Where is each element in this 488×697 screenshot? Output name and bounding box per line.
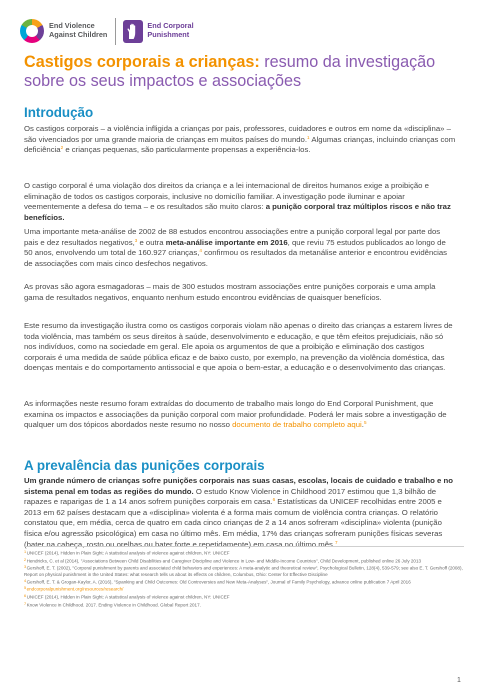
intro-paragraph-2 bbox=[24, 181, 456, 223]
footnote-item bbox=[24, 601, 464, 609]
footnote-number: 3 bbox=[24, 565, 27, 570]
footnote-item bbox=[24, 578, 464, 586]
logo-divider bbox=[115, 18, 116, 45]
intro-paragraph-4: As provas são agora esmagadoras – mais de 300 estudos mostram associações entre punições corporais e uma ampla gama de resultados negativos, enquanto nenhum estudo encontrou evidências de quaisquer benefícios. bbox=[24, 282, 436, 302]
intro-p2-text: O castigo corporal é uma violação dos direitos da criança e a lei internacional de direitos humanos exige a proibição e eliminação de todos os castigos corporais, inclusive no domicílio familiar. A investigação pode iluminar e apoiar veementemente a defesa do tema – e os resultados são muito claros: bbox=[24, 181, 429, 212]
footnote-item bbox=[24, 585, 464, 593]
footnote-number: 1 bbox=[24, 550, 27, 554]
footnote-ref-1[interactable]: 1 bbox=[307, 134, 310, 140]
prevalence-bold: Um grande número de crianças sofre punições corporais nas suas casas, escolas, locais de cuidado e trabalho e no sistema penal em todas as regiões do mundo. bbox=[24, 476, 453, 496]
footnotes-divider bbox=[24, 546, 464, 547]
footnote-item bbox=[24, 564, 464, 578]
footnote-number: 4 bbox=[24, 578, 27, 583]
footnote-number: 5 bbox=[24, 586, 27, 591]
end-violence-logo-text bbox=[49, 22, 107, 39]
section-heading-prevalencia: A prevalência das punições corporais bbox=[24, 458, 265, 473]
intro-paragraph-5: Este resumo da investigação ilustra como os castigos corporais violam não apenas o direito das crianças a estarem livres de toda violência, mas também os seus direitos à saúde, desenvolvimento e educação, e que têm efeitos prejudiciais, não só nos indivíduos, como na sociedade em geral. Ele apoia os argumentos de que a proibição e eliminação dos castigos corporais é uma medida de saúde pública eficaz e de baixo custo, por exemplo, na prevenção da violência doméstica, das doenças mentais e do comportamento antissocial e que apoia o bem-estar, a educação e o desenvolvimento das crianças. bbox=[24, 321, 453, 373]
document-title-lead: Castigos corporais a crianças: bbox=[24, 53, 260, 71]
raised-hand-logo-icon bbox=[123, 20, 143, 43]
intro-p3-text-a: Uma importante meta-análise de 2002 de 88 estudos encontrou associações entre a punição corporal legal por parte dos pais e dez resultados negativos, bbox=[24, 227, 441, 247]
prevalence-text-b: Estatísticas da UNICEF recolhidas entre 2005 e 2013 em 62 países destacam que a «disciplina» violenta é a forma mais comum de violência contra crianças. O relatório constatou que, em média, cerca de quatro em cada cinco crianças de 2 a 14 anos sofreram «disciplina» violenta (punição física e/ou agressão psicológica) em casa no último mês. Em média, 17% das crianças sofreram punições físicas severas (bater na cabeça, rosto ou orelhas ou bater forte e repetidamente) em casa no último mês. bbox=[24, 497, 443, 549]
intro-p6-text: As informações neste resumo foram extraídas do documento de trabalho mais longo do End Corporal Punishment, que examina os impactos e associações da punição corporal com maior profundidade. Poderá ler mais sobre a investigação de qualquer um dos tópicos abordados neste resumo no nosso bbox=[24, 399, 447, 430]
intro-paragraph-1 bbox=[24, 124, 456, 156]
footnote-ref-4[interactable]: 4 bbox=[199, 248, 202, 254]
working-paper-link[interactable]: documento de trabalho completo aqui bbox=[232, 420, 362, 430]
footnote-ref-3[interactable]: 3 bbox=[134, 237, 138, 243]
footnote-text: Gershoff, E. T. (2002), "Corporal punishment by parents and associated child behaviors and experiences: A meta-analytic and theoretical review", Psychological Bulletin, 128(4), 539-579; see also E. T. Gershoff (2008), Report on physical punishment in the United States: what research tells us about its effects on children, Columbus, Ohio: Center for Effective Discipline bbox=[24, 565, 463, 577]
footnote-ref-2[interactable]: 2 bbox=[60, 145, 64, 151]
end-corporal-punishment-logo[interactable] bbox=[123, 20, 193, 43]
footnote-ref-5[interactable]: 5 bbox=[363, 420, 367, 426]
intro-p3-text-d: confirmou os resultados da metanálise anterior e encontrou evidências de associações com mais cinco desfechos negativos. bbox=[24, 248, 448, 268]
multicolor-ring-logo-icon bbox=[20, 19, 44, 43]
footnote-text: UNICEF (2014), Hidden in Plain Sight: A statistical analysis of violence against children, NY: UNICEF bbox=[26, 594, 230, 600]
footnote-item bbox=[24, 557, 464, 565]
prevalence-paragraph bbox=[24, 476, 456, 550]
intro-paragraph-6 bbox=[24, 399, 456, 431]
ecp-name-line2: Punishment bbox=[147, 30, 190, 39]
section-heading-introducao: Introdução bbox=[24, 105, 94, 120]
footnote-ref-6[interactable]: 6 bbox=[272, 497, 276, 503]
footnote-number: 2 bbox=[24, 557, 27, 562]
footnote-text: Hendricks, C. et al (2014), "Associations Between Child Disabilities and Caregiver Discipline and Violence in Low- and Middle-Income Countries", Child Development, published online 26 July 2013 bbox=[26, 558, 422, 564]
prevalence-text-a: O estudo Know Violence in Childhood 2017 estimou que 1,3 bilhão de rapazes e raparigas de 1 a 14 anos sofrem punições corporais em casa. bbox=[24, 486, 437, 507]
footnote-link[interactable]: endcorporalpunishment.org/resources/research/ bbox=[26, 586, 124, 592]
intro-p3-text-b: e outra bbox=[137, 237, 166, 247]
intro-p2-bold: a punição corporal traz múltiplos riscos e não traz benefícios. bbox=[24, 202, 451, 222]
intro-p3-text-c: , que reviu 75 estudos publicados ao longo de 50 anos, envolvendo um total de 160.927 crianças, bbox=[24, 237, 446, 258]
intro-p1-text-c: e crianças pequenas, são particularmente propensas a experiência-los. bbox=[63, 145, 311, 155]
document-title-rest: resumo da investigação sobre os seus impactos e associações bbox=[24, 53, 436, 90]
intro-p6-end: . bbox=[361, 420, 364, 430]
ecp-name-line1: End Corporal bbox=[147, 21, 194, 31]
footnote-item bbox=[24, 593, 464, 601]
footnote-item bbox=[24, 549, 464, 557]
header-logos bbox=[20, 13, 194, 49]
intro-p1-text-a: Os castigos corporais – a violência infligida a crianças por pais, professores, cuidadores e outros em nome da «disciplina» – são vivenciados por uma grande maioria de crianças em muitos países do mundo. bbox=[24, 124, 451, 144]
footnote-number: 7 bbox=[24, 601, 27, 606]
footnote-ref-7[interactable]: 7 bbox=[335, 539, 338, 545]
footnote-text: Gershoff, E. T. & Grogan-Kaylor, A. (2016), "Spanking and Child Outcomes: Old Controversies and New Meta-Analyses", Journal of Family Psychology, advance online publication 7 April 2016 bbox=[26, 579, 411, 585]
evac-name-line2: Against Children bbox=[49, 30, 108, 39]
end-violence-logo[interactable] bbox=[20, 19, 107, 43]
footnote-number: 6 bbox=[24, 594, 27, 599]
evac-name-line1: End Violence bbox=[49, 21, 95, 31]
footnote-text: Know Violence in Childhood. 2017. Ending Violence in Childhood. Global Report 2017. bbox=[26, 602, 201, 608]
intro-paragraph-3 bbox=[24, 227, 456, 269]
document-title bbox=[24, 53, 464, 90]
end-corporal-punishment-logo-text bbox=[147, 22, 193, 39]
footnote-text: UNICEF (2014), Hidden in Plain Sight: A statistical analysis of violence against children, NY: UNICEF bbox=[26, 550, 230, 556]
intro-p3-bold: meta-análise importante em 2016 bbox=[165, 237, 288, 247]
intro-p1-text-b: Algumas crianças, incluindo crianças com deficiência bbox=[24, 134, 456, 155]
footnotes-list bbox=[24, 549, 464, 608]
page-number: 1 bbox=[457, 677, 461, 684]
